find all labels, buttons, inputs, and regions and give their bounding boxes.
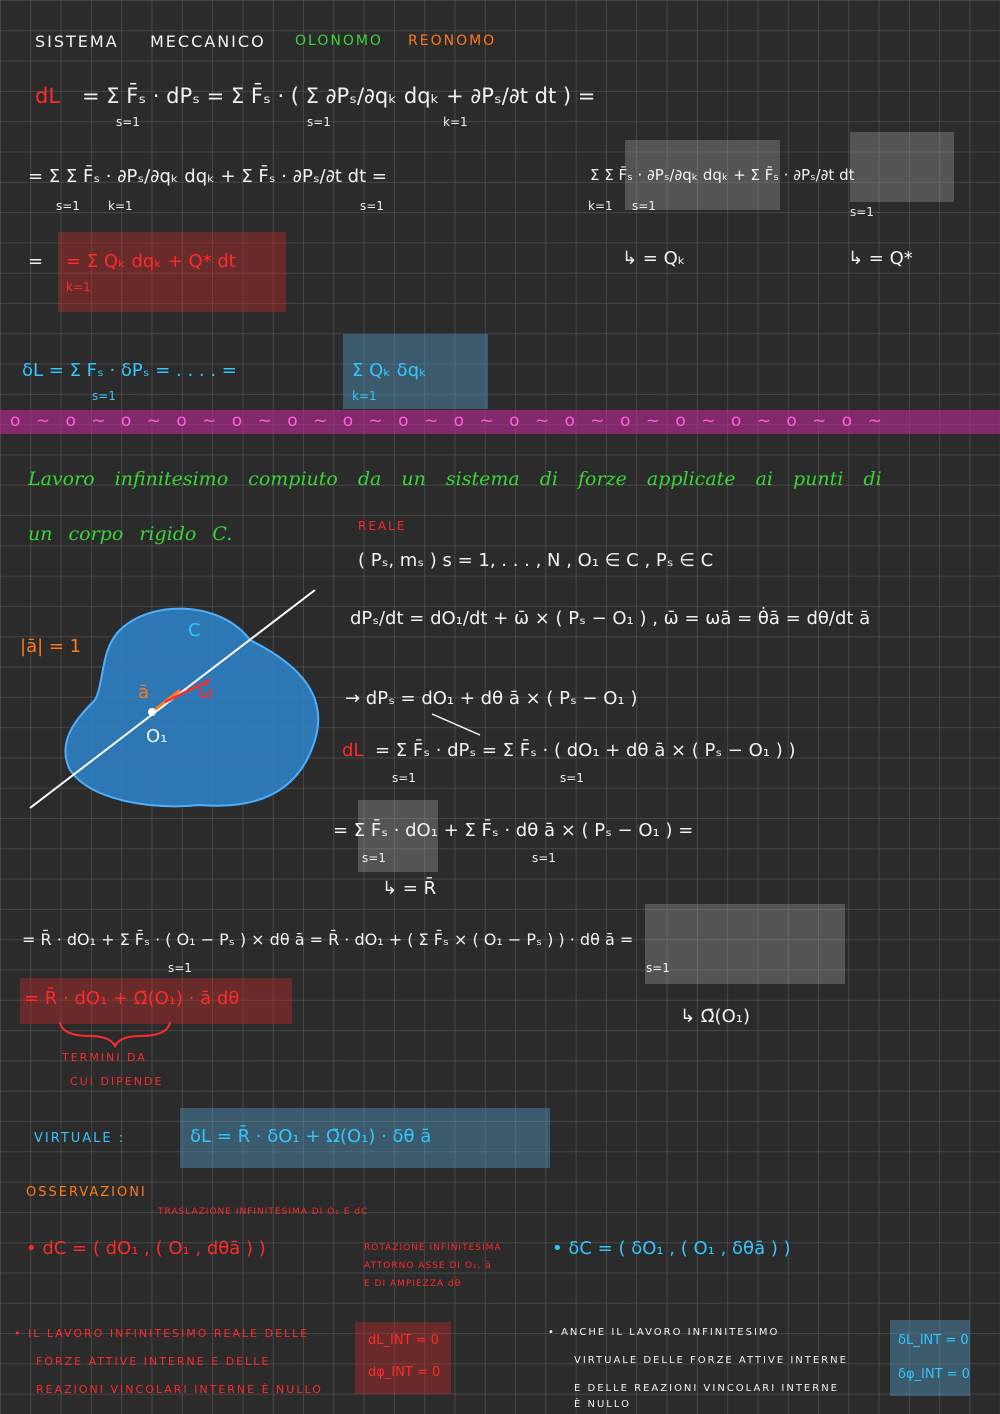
- resultant-arrow: ↳ = R̄: [382, 878, 437, 899]
- rotazione-note-3: E DI AMPIEZZA dθ: [364, 1279, 462, 1289]
- termini-note: TERMINI DA: [62, 1051, 147, 1064]
- deltaC-formula: • δC = ( δO₁ , ( O₁ , δθā ) ): [552, 1238, 791, 1259]
- eq1-line2a: = Σ Σ F̄ₛ · ∂Pₛ/∂qₖ dqₖ + Σ F̄ₛ · ∂Pₛ/∂t dt =: [28, 166, 387, 187]
- eq1-line3: = Σ Qₖ dqₖ + Q* dt: [66, 251, 236, 272]
- title-reonomo: REONOMO: [408, 33, 497, 49]
- bottom-left-line2: FORZE ATTIVE INTERNE E DELLE: [36, 1355, 271, 1368]
- section-heading-line2: un corpo rigido C.: [28, 523, 233, 545]
- divider-pattern: o ~ o ~ o ~ o ~ o ~ o ~ o ~ o ~ o ~ o ~ o ~ o ~ o ~ o ~ o ~ o ~: [10, 411, 887, 431]
- eq1-line1: = Σ F̄ₛ · dPₛ = Σ F̄ₛ · ( Σ ∂Pₛ/∂qₖ dqₖ + ∂Pₛ/∂t dt ) =: [82, 84, 596, 108]
- eq2-lhs: δL = Σ Fₛ · δPₛ = . . . . =: [22, 360, 237, 381]
- bottom-right-line2: VIRTUALE DELLE FORZE ATTIVE INTERNE: [574, 1355, 848, 1366]
- equals-sign: =: [28, 251, 44, 272]
- deltaphi-int: δφ_INT = 0: [898, 1367, 970, 1382]
- eq1-limit: k=1: [588, 199, 613, 213]
- title-olonomo: OLONOMO: [295, 33, 383, 49]
- eq1-limit: s=1: [632, 199, 656, 213]
- eq1-lhs: dL: [35, 84, 61, 108]
- origin-label: O₁: [146, 726, 168, 747]
- rotazione-note-1: ROTAZIONE INFINITESIMA: [364, 1243, 502, 1253]
- dL-int: dL_INT = 0: [368, 1333, 439, 1348]
- rigid-limit: s=1: [646, 961, 670, 975]
- title-meccanico: MECCANICO: [150, 32, 266, 51]
- dipende-note: CUI DIPENDE: [70, 1075, 164, 1088]
- eq2-boxed: Σ Qₖ δqₖ: [352, 360, 427, 381]
- bottom-right-line1: • ANCHE IL LAVORO INFINITESIMO: [548, 1327, 780, 1338]
- qstar-arrow: ↳ = Q*: [848, 248, 913, 269]
- moment-arrow: ↳ Ω̄(O₁): [680, 1006, 750, 1027]
- a-label: ā: [138, 682, 150, 703]
- virtuale-label: VIRTUALE :: [34, 1131, 126, 1146]
- rigid-setup: ( Pₛ, mₛ ) s = 1, . . . , N , O₁ ∈ C , Pₛ ∈ C: [358, 550, 714, 571]
- eq1-limit: s=1: [307, 115, 331, 129]
- rigid-dP: → dPₛ = dO₁ + dθ ā × ( Pₛ − O₁ ): [345, 688, 638, 709]
- rigid-limit: s=1: [168, 961, 192, 975]
- qk-arrow: ↳ = Qₖ: [622, 248, 686, 269]
- eq1-limit: k=1: [108, 199, 133, 213]
- rigid-limit: s=1: [560, 771, 584, 785]
- bottom-left-line1: • IL LAVORO INFINITESIMO REALE DELLE: [14, 1327, 310, 1340]
- highlight-box-blue: [890, 1320, 970, 1396]
- dphi-int: dφ_INT = 0: [368, 1365, 441, 1380]
- rigid-dL-line: = Σ F̄ₛ · dPₛ = Σ F̄ₛ · ( dO₁ + dθ ā × ( Pₛ − O₁ ) ): [375, 740, 796, 761]
- eq2-limit: k=1: [352, 389, 377, 403]
- deltaL-int: δL_INT = 0: [898, 1333, 969, 1348]
- rigid-line4: = R̄ · dO₁ + Ω̄(O₁) · ā dθ: [24, 988, 240, 1009]
- rigid-dL-lhs: dL: [342, 740, 364, 761]
- section-heading-line1: Lavoro infinitesimo compiuto da un sistema di forze applicate ai punti di: [28, 468, 882, 490]
- omega-label: ω̄: [198, 682, 214, 703]
- eq1-limit: k=1: [443, 115, 468, 129]
- eq1-limit: s=1: [116, 115, 140, 129]
- reale-label: REALE: [358, 519, 407, 533]
- bottom-right-line3: E DELLE REAZIONI VINCOLARI INTERNE: [574, 1383, 839, 1394]
- unit-norm-label: |ā| = 1: [20, 636, 82, 657]
- body-label: C: [188, 620, 201, 641]
- rigid-limit: s=1: [532, 851, 556, 865]
- bottom-right-line4: È NULLO: [574, 1399, 631, 1410]
- eq1-limit: s=1: [850, 205, 874, 219]
- bottom-left-line3: REAZIONI VINCOLARI INTERNE È NULLO: [36, 1383, 323, 1396]
- eq1-limit: s=1: [56, 199, 80, 213]
- title-sistema: SISTEMA: [35, 32, 119, 51]
- osservazioni-title: OSSERVAZIONI: [26, 1185, 147, 1200]
- traslazione-note: TRASLAZIONE INFINITESIMA DI O₁ E dC: [158, 1207, 369, 1217]
- eq1-limit: s=1: [360, 199, 384, 213]
- eq1-limit: k=1: [66, 280, 91, 294]
- eq1-line2b: Σ Σ F̄ₛ · ∂Pₛ/∂qₖ dqₖ + Σ F̄ₛ · ∂Pₛ/∂t dt: [590, 166, 855, 184]
- dC-formula: • dC = ( dO₁ , ( O₁ , dθā ) ): [26, 1238, 266, 1259]
- rigid-line3: = R̄ · dO₁ + Σ F̄ₛ · ( O₁ − Pₛ ) × dθ ā = R̄ · dO₁ + ( Σ F̄ₛ × ( O₁ − Pₛ ) ) · dθ ā =: [22, 930, 634, 949]
- rigid-line2: = Σ F̄ₛ · dO₁ + Σ F̄ₛ · dθ ā × ( Pₛ − O₁ ) =: [333, 820, 694, 841]
- rotazione-note-2: ATTORNO ASSE DI O₁, ā: [364, 1261, 492, 1271]
- virtuale-formula: δL = R̄ · δO₁ + Ω̄(O₁) · δθ ā: [190, 1126, 432, 1147]
- rigid-limit: s=1: [392, 771, 416, 785]
- rigid-dPdt: dPₛ/dt = dO₁/dt + ω̄ × ( Pₛ − O₁ ) , ω̄ = ωā = θ̇ā = dθ/dt ā: [350, 608, 871, 629]
- eq2-limit: s=1: [92, 389, 116, 403]
- rigid-limit: s=1: [362, 851, 386, 865]
